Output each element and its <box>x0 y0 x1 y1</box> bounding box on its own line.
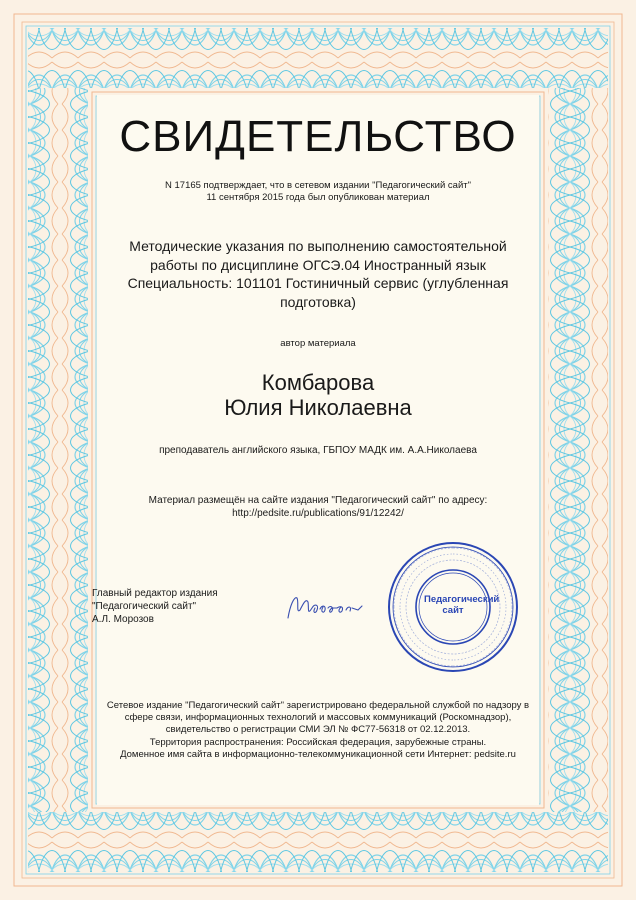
material-title-line: подготовка) <box>280 293 356 310</box>
author-label: автор материала <box>280 338 356 349</box>
stamp-line-2: сайт <box>442 605 464 616</box>
confirmation-line-2: 11 сентября 2015 года был опубликован материал <box>206 192 430 203</box>
material-title-line: Специальность: 101101 Гостиничный сервис (углубленная <box>127 275 509 291</box>
material-title <box>100 237 536 311</box>
footer-line: сфере связи, информационных технологий и массовых коммуникаций (Роскомнадзор), <box>124 712 512 724</box>
material-title-line: работы по дисциплине ОГСЭ.04 Иностранный язык <box>150 256 486 273</box>
stamp-center-text <box>424 594 500 616</box>
editor-name: А.Л. Морозов <box>92 614 154 625</box>
confirmation-line-1: N 17165 подтверждает, что в сетевом издании "Педагогический сайт" <box>165 180 471 191</box>
author-position: преподаватель английского языка, ГБПОУ МАДК им. А.А.Николаева <box>159 445 477 456</box>
placement-url: http://pedsite.ru/publications/91/12242/ <box>232 508 404 519</box>
certificate-title: СВИДЕТЕЛЬСТВО <box>119 112 517 161</box>
material-title-line: Методические указания по выполнению самостоятельной <box>129 238 507 254</box>
editor-signature <box>282 588 382 630</box>
author-name <box>0 370 636 420</box>
footer-line: Территория распространения: Российская федерация, зарубежные страны. <box>149 736 487 748</box>
confirmation-text <box>0 180 636 204</box>
editor-publication: "Педагогический сайт" <box>92 601 197 612</box>
placement-text: Материал размещён на сайте издания "Педагогический сайт" по адресу: <box>148 495 488 506</box>
footer-line: Сетевое издание "Педагогический сайт" зарегистрировано федеральной службой по надзору в <box>106 700 530 711</box>
footer-line: свидетельство о регистрации СМИ ЭЛ № ФС77-56318 от 02.12.2013. <box>165 724 471 736</box>
registration-footer <box>0 700 636 761</box>
author-surname: Комбарова <box>261 370 375 395</box>
placement-info <box>0 494 636 520</box>
editor-role: Главный редактор издания <box>92 588 218 599</box>
editor-block <box>92 587 218 626</box>
stamp-line-1: Педагогический <box>424 594 500 605</box>
author-given-names: Юлия Николаевна <box>224 395 412 420</box>
publication-stamp <box>386 540 520 674</box>
footer-line: Доменное имя сайта в информационно-телекоммуникационной сети Интернет: pedsite.ru <box>120 748 516 760</box>
